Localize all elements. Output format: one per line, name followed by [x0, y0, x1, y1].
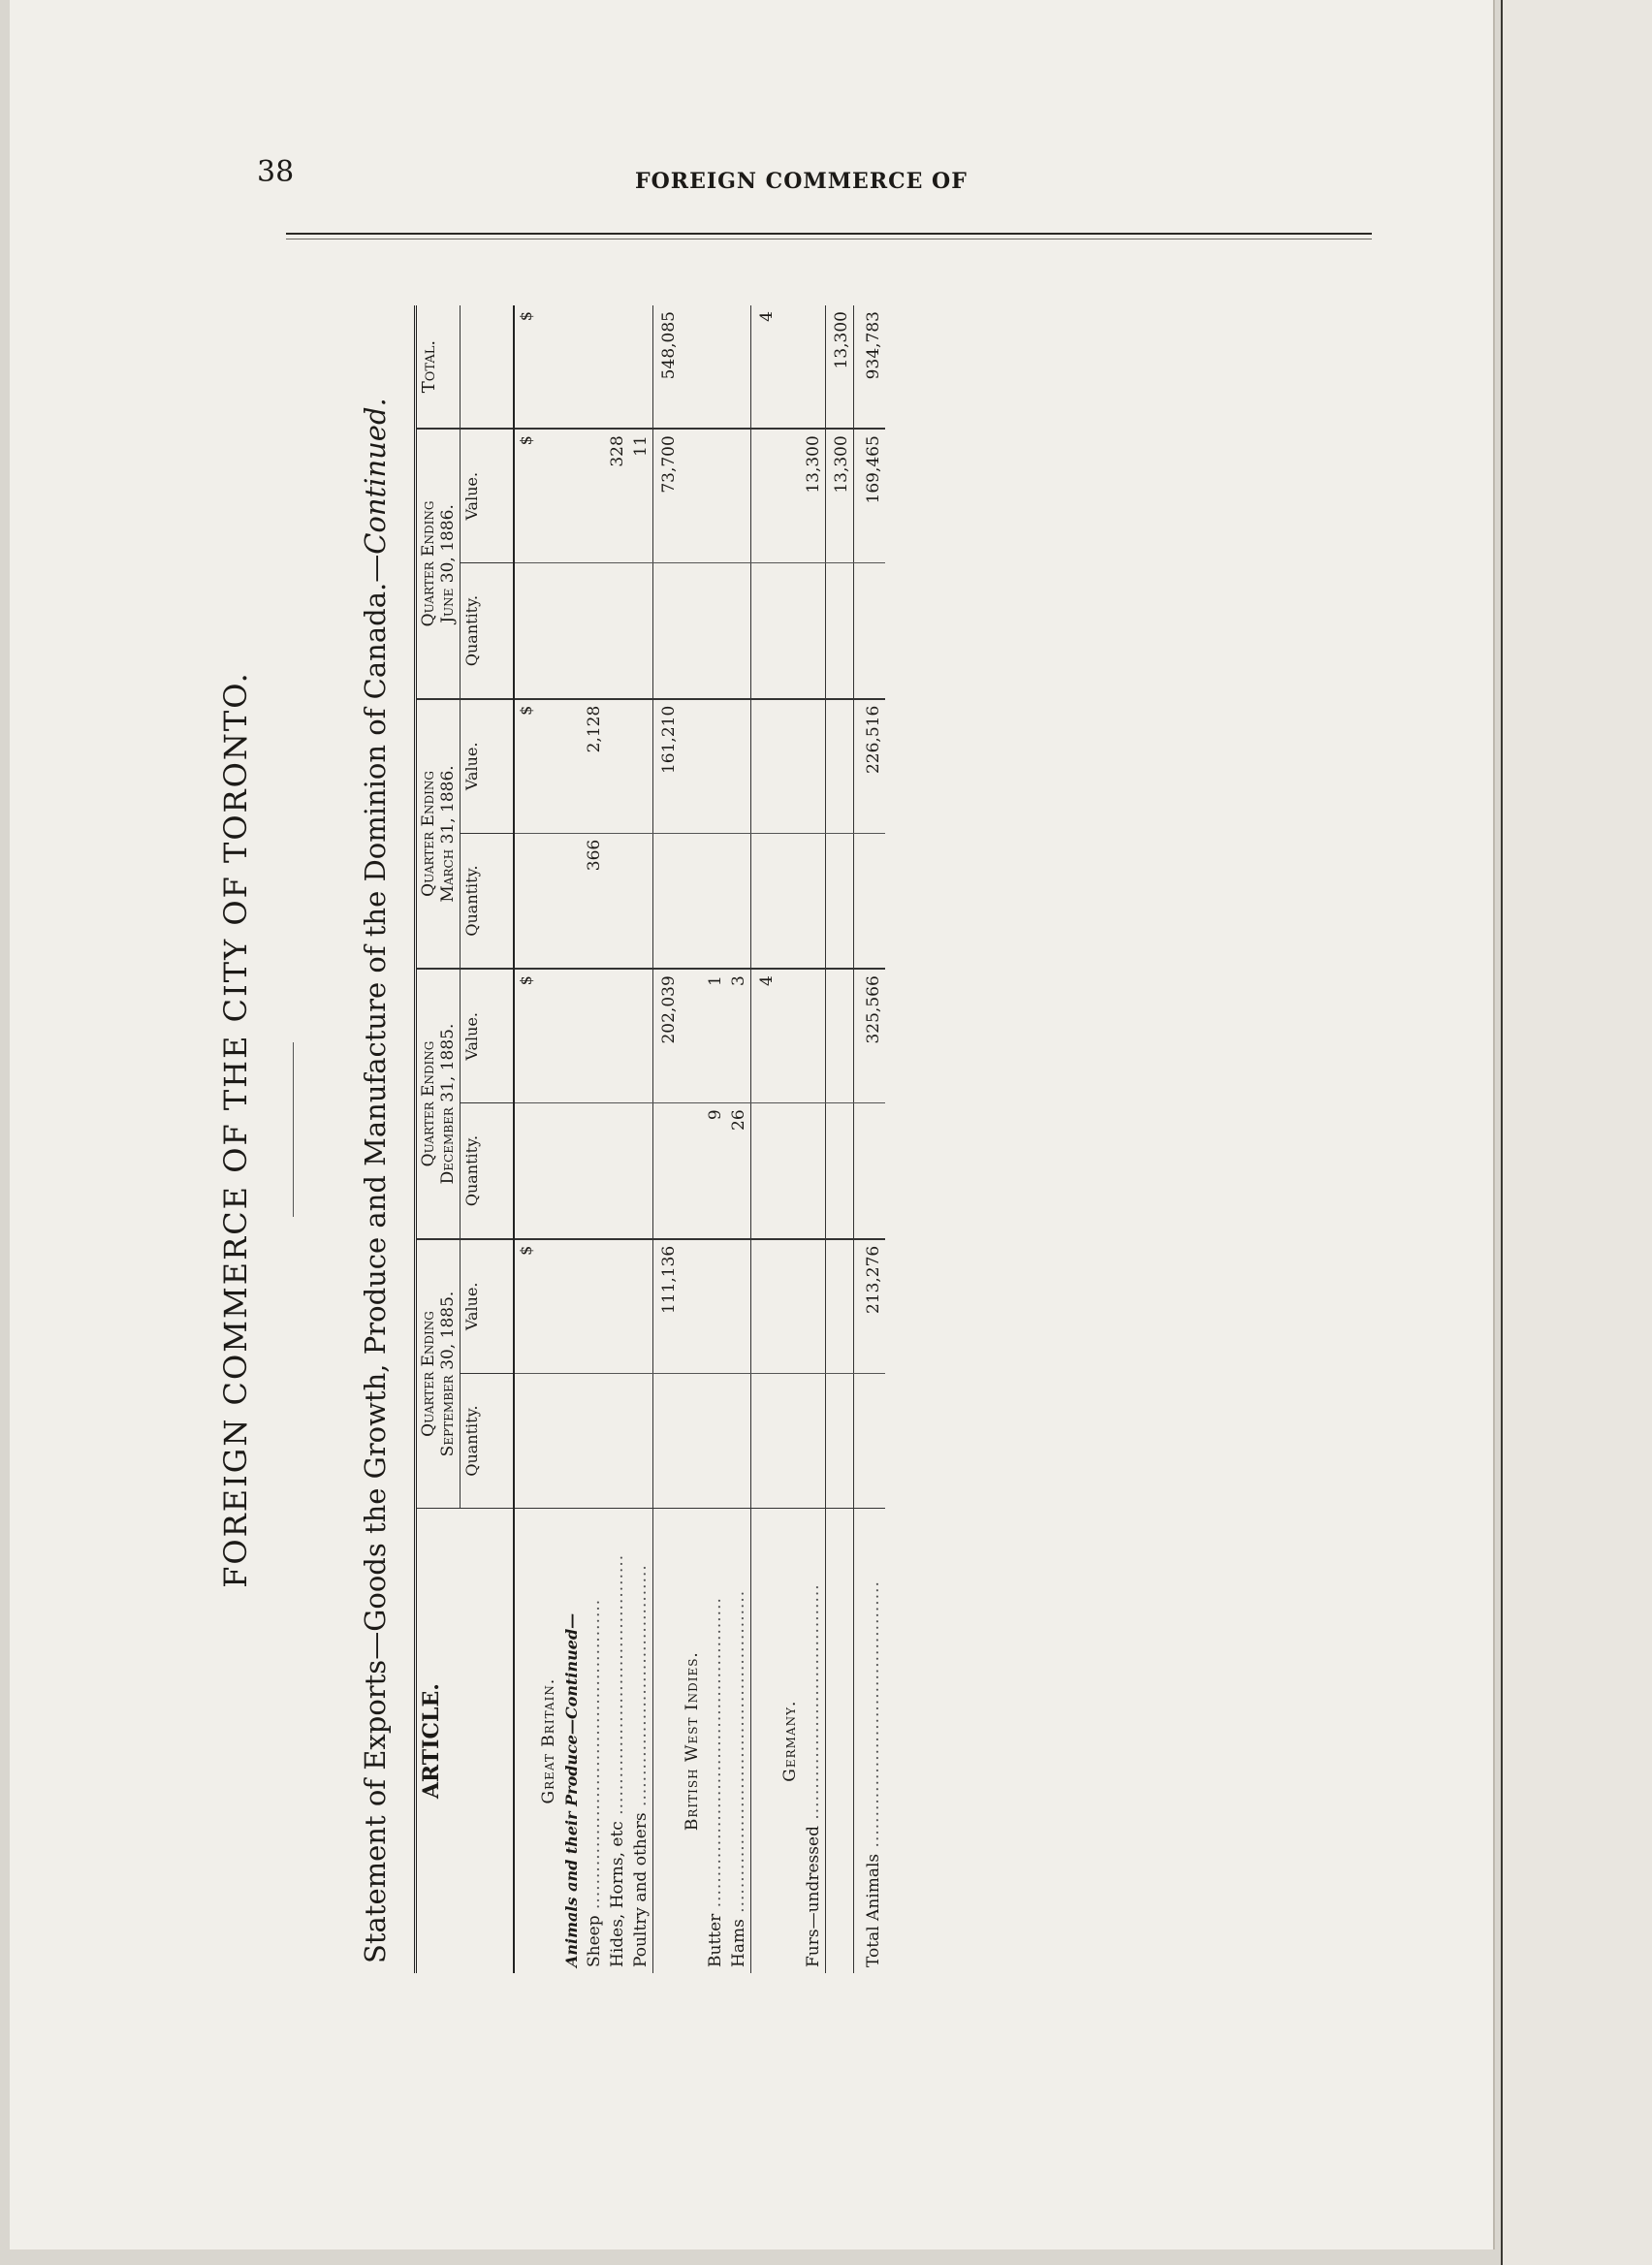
- row-label-butter: Butter: [706, 1913, 725, 1967]
- q3-value-header: Value.: [461, 699, 515, 834]
- row-label-hides: Hides, Horns, etc: [608, 1821, 627, 1967]
- quarter-1-line2: September 30, 1885.: [438, 1291, 458, 1457]
- furs-q4-val: 13,300: [802, 429, 826, 563]
- q4-value-header: Value.: [461, 429, 515, 563]
- total-q3-val: 226,516: [854, 699, 886, 834]
- article-header: ARTICLE.: [416, 1509, 515, 1973]
- butter-q2-val: 1: [704, 969, 727, 1103]
- document-title: FOREIGN COMMERCE OF THE CITY OF TORONTO.: [217, 671, 254, 1588]
- quarter-2-line1: Quarter Ending: [419, 1040, 438, 1167]
- total-row: Total Animals ........................................... 213,276 325,566 226,516 169,465 934,783: [854, 305, 886, 1973]
- gb-q2-subtotal: 202,039: [653, 969, 682, 1103]
- quarter-header-2: [416, 969, 461, 1239]
- q3-quantity-header: Quantity.: [461, 833, 515, 969]
- quarter-4-line1: Quarter Ending: [419, 500, 438, 627]
- gb-q4-subtotal: 73,700: [653, 429, 682, 563]
- germany-q4-subtotal: 13,300: [826, 429, 854, 563]
- q1-dollar: $: [514, 1239, 537, 1374]
- subsection-animals: Animals and their Produce—Continued—: [560, 1509, 583, 1973]
- page-number: 38: [257, 155, 295, 189]
- gb-total: 548,085: [653, 305, 682, 429]
- dollar-row: [514, 305, 537, 1973]
- subtotal-row: [653, 305, 682, 1973]
- q1-value-header: Value.: [461, 1239, 515, 1374]
- q3-dollar: $: [514, 699, 537, 834]
- section-british-west-indies: British West Indies.: [681, 1509, 704, 1973]
- facing-page-edge: [1501, 0, 1652, 2265]
- title-rule: [293, 1042, 294, 1217]
- row-label-furs: Furs—undressed: [804, 1826, 823, 1967]
- q1-quantity-header: Quantity.: [461, 1373, 515, 1508]
- statement-heading: [356, 247, 395, 2012]
- q2-value-header: Value.: [461, 969, 515, 1103]
- quarter-header-3: [416, 699, 461, 970]
- section-row: [778, 305, 802, 1973]
- section-germany: Germany.: [778, 1509, 802, 1973]
- head-rule: [286, 233, 1372, 235]
- table-row: Furs—undressed ...................................... 13,300: [802, 305, 826, 1973]
- running-head: FOREIGN COMMERCE OF: [635, 169, 968, 194]
- subtotal-row: [751, 305, 779, 1973]
- statement-main: Statement of Exports—Goods the Growth, Produce and Manufacture of the Dominion of Canada.—: [359, 554, 392, 1963]
- q2-dollar: $: [514, 969, 537, 1103]
- quarter-1-line1: Quarter Ending: [419, 1311, 438, 1437]
- bwi-total: 4: [751, 305, 779, 429]
- q2-quantity-header: Quantity.: [461, 1103, 515, 1239]
- hides-q4-val: 328: [606, 429, 629, 563]
- total-q1-val: 213,276: [854, 1239, 886, 1374]
- germany-total: 13,300: [826, 305, 854, 429]
- q4-quantity-header: Quantity.: [461, 563, 515, 699]
- hams-q2-qty: 26: [727, 1103, 751, 1239]
- section-row: [537, 305, 560, 1973]
- quarter-header-1: [416, 1239, 461, 1509]
- grand-total: 934,783: [854, 305, 886, 429]
- row-label-total-animals: Total Animals: [864, 1853, 883, 1967]
- table-row: Butter .................................................. 9 1: [704, 305, 727, 1973]
- quarter-header-4: [416, 429, 461, 699]
- total-dollar: $: [517, 311, 535, 322]
- poultry-q4-val: 11: [629, 429, 653, 563]
- total-header: Total.: [416, 305, 461, 429]
- statement-continued: Continued.: [359, 398, 392, 555]
- section-great-britain: Great Britain.: [537, 1509, 560, 1973]
- gb-q3-subtotal: 161,210: [653, 699, 682, 834]
- sheep-q3-val: 2,128: [583, 699, 606, 834]
- row-label-sheep: Sheep: [585, 1915, 604, 1967]
- q4-dollar: $: [514, 429, 537, 563]
- subsection-row: [560, 305, 583, 1973]
- table-row: Hides, Horns, etc .......................................... 328: [606, 305, 629, 1973]
- table-row: Sheep .................................................. 366 2,128: [583, 305, 606, 1973]
- total-q4-val: 169,465: [854, 429, 886, 563]
- quarter-3-line2: March 31, 1886.: [438, 765, 458, 903]
- quarter-2-line2: December 31, 1885.: [438, 1023, 458, 1185]
- butter-q2-qty: 9: [704, 1103, 727, 1239]
- exports-table: [414, 305, 885, 1973]
- table-row: Poultry and others ....................................... 11: [629, 305, 653, 1973]
- rotated-content: [213, 247, 1377, 2012]
- gb-q1-subtotal: 111,136: [653, 1239, 682, 1374]
- table-row: Hams .................................................... 26 3: [727, 305, 751, 1973]
- quarter-3-line1: Quarter Ending: [419, 771, 438, 897]
- hams-q2-val: 3: [727, 969, 751, 1103]
- quarter-4-line2: June 30, 1886.: [438, 504, 458, 623]
- section-row: [681, 305, 704, 1973]
- left-page: [10, 0, 1493, 2249]
- row-label-hams: Hams: [729, 1919, 748, 1967]
- sheep-q3-qty: 366: [583, 833, 606, 969]
- total-q2-val: 325,566: [854, 969, 886, 1103]
- subtotal-row: [826, 305, 854, 1973]
- bwi-q2-subtotal: 4: [751, 969, 779, 1103]
- row-label-poultry: Poultry and others: [631, 1812, 651, 1967]
- total-sub-header: [461, 305, 515, 429]
